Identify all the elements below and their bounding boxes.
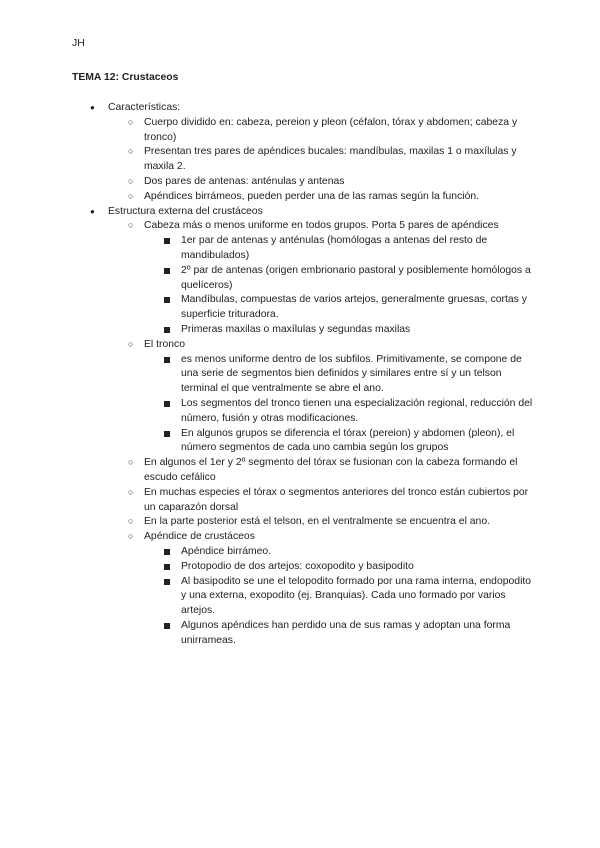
section-sublist xyxy=(128,116,538,205)
nested-list-item xyxy=(181,234,538,264)
filled-square-bullet-icon xyxy=(164,327,170,333)
list-item-text: Presentan tres pares de apéndices bucales: mandíbulas, maxilas 1 o maxílulas y maxila 2. xyxy=(144,146,517,173)
section-label: Características: xyxy=(108,102,181,113)
list-item xyxy=(128,515,538,530)
nested-list-item xyxy=(181,427,538,457)
nested-sublist xyxy=(181,545,538,649)
list-item-text: En muchas especies el tórax o segmentos anteriores del tronco están cubiertos por un caparazón dorsal xyxy=(144,486,529,513)
list-item xyxy=(128,190,538,205)
hollow-circle-bullet-icon: ○ xyxy=(128,486,134,497)
nested-list-item-text: es menos uniforme dentro de los subfilos. Primitivamente, se compone de una serie de segmentos bien definidos y similares entre sí y un telson terminal el que ventralmente se abre el ano. xyxy=(181,353,522,395)
nested-list-item-text: Mandíbulas, compuestas de varios artejos, generalmente gruesas, cortas y superficie trituradora. xyxy=(181,294,527,321)
filled-square-bullet-icon xyxy=(164,623,170,629)
header-initials: JH xyxy=(72,38,85,49)
nested-list-item xyxy=(181,264,538,294)
nested-list-item xyxy=(181,397,538,427)
nested-list-item xyxy=(181,575,538,619)
list-item-text: Apéndice de crustáceos xyxy=(144,531,255,543)
filled-square-bullet-icon xyxy=(164,579,170,585)
hollow-circle-bullet-icon: ○ xyxy=(128,531,134,542)
nested-sublist xyxy=(181,234,538,338)
hollow-circle-bullet-icon: ○ xyxy=(128,175,134,186)
list-item-text: Apéndices birrámeos, pueden perder una de las ramas según la función. xyxy=(144,190,480,202)
nested-list-item-text: 1er par de antenas y anténulas (homólogas a antenas del resto de mandibulados) xyxy=(181,235,488,261)
hollow-circle-bullet-icon: ○ xyxy=(128,146,134,157)
list-item xyxy=(128,338,538,456)
list-item xyxy=(128,145,538,175)
filled-square-bullet-icon xyxy=(164,238,170,244)
hollow-circle-bullet-icon: ○ xyxy=(128,457,134,468)
list-item-text: En algunos el 1er y 2º segmento del tórax se fusionan con la cabeza formando el escudo cefálico xyxy=(144,457,518,483)
hollow-circle-bullet-icon: ○ xyxy=(128,516,134,527)
nested-list-item-text: En algunos grupos se diferencia el tórax (pereion) y abdomen (pleon), el número segmentos de cada uno cambia según los grupos xyxy=(181,427,515,454)
list-item xyxy=(128,456,538,486)
filled-square-bullet-icon xyxy=(164,401,170,407)
hollow-circle-bullet-icon: ○ xyxy=(128,220,134,231)
nested-sublist xyxy=(181,353,538,457)
hollow-circle-bullet-icon: ○ xyxy=(128,190,134,201)
outline-list xyxy=(90,101,538,648)
nested-list-item xyxy=(181,293,538,323)
nested-list-item-text: 2º par de antenas (origen embrionario pastoral y posiblemente homólogos a quelíceros) xyxy=(181,264,531,291)
hollow-circle-bullet-icon: ○ xyxy=(128,338,134,349)
list-item xyxy=(128,219,538,337)
section-label: Estructura externa del crustáceos xyxy=(108,205,263,217)
list-item-text: El tronco xyxy=(144,338,186,350)
list-item-text: En la parte posterior está el telson, en el ventralmente se encuentra el ano. xyxy=(144,516,490,528)
section-sublist xyxy=(128,219,538,648)
filled-square-bullet-icon xyxy=(164,431,170,437)
nested-list-item xyxy=(181,545,538,560)
document-title: TEMA 12: Crustaceos xyxy=(72,72,179,83)
filled-square-bullet-icon xyxy=(164,564,170,570)
filled-square-bullet-icon xyxy=(164,297,170,303)
hollow-circle-bullet-icon: ○ xyxy=(128,116,134,127)
list-item-text: Cuerpo dividido en: cabeza, pereion y pleon (céfalon, tórax y abdomen; cabeza y tronco) xyxy=(144,116,518,143)
filled-circle-bullet-icon: ● xyxy=(90,103,95,112)
list-item xyxy=(128,530,538,648)
filled-square-bullet-icon xyxy=(164,268,170,274)
section-item xyxy=(90,205,538,649)
nested-list-item-text: Protopodio de dos artejos: coxopodito y basipodito xyxy=(181,560,414,572)
nested-list-item xyxy=(181,353,538,397)
filled-square-bullet-icon xyxy=(164,357,170,363)
list-item xyxy=(128,486,538,516)
nested-list-item-text: Los segmentos del tronco tienen una especialización regional, reducción del número, fusión y otras modificaciones. xyxy=(181,397,533,424)
list-item-text: Dos pares de antenas: anténulas y antenas xyxy=(144,175,345,187)
list-item xyxy=(128,175,538,190)
nested-list-item-text: Primeras maxilas o maxílulas y segundas maxilas xyxy=(181,323,411,335)
nested-list-item-text: Al basipodito se une el telopodito formado por una rama interna, endopodito y una externa, exopodito (ej. Branquias). Cada uno formado por varios artejos. xyxy=(181,575,532,617)
filled-square-bullet-icon xyxy=(164,549,170,555)
nested-list-item xyxy=(181,619,538,649)
list-item xyxy=(128,116,538,146)
filled-circle-bullet-icon: ● xyxy=(90,206,95,216)
nested-list-item xyxy=(181,560,538,575)
nested-list-item xyxy=(181,323,538,338)
nested-list-item-text: Apéndice birrámeo. xyxy=(181,545,272,557)
nested-list-item-text: Algunos apéndices han perdido una de sus ramas y adoptan una forma unirrameas. xyxy=(181,619,511,646)
list-item-text: Cabeza más o menos uniforme en todos grupos. Porta 5 pares de apéndices xyxy=(144,220,499,232)
section-item xyxy=(90,101,538,205)
